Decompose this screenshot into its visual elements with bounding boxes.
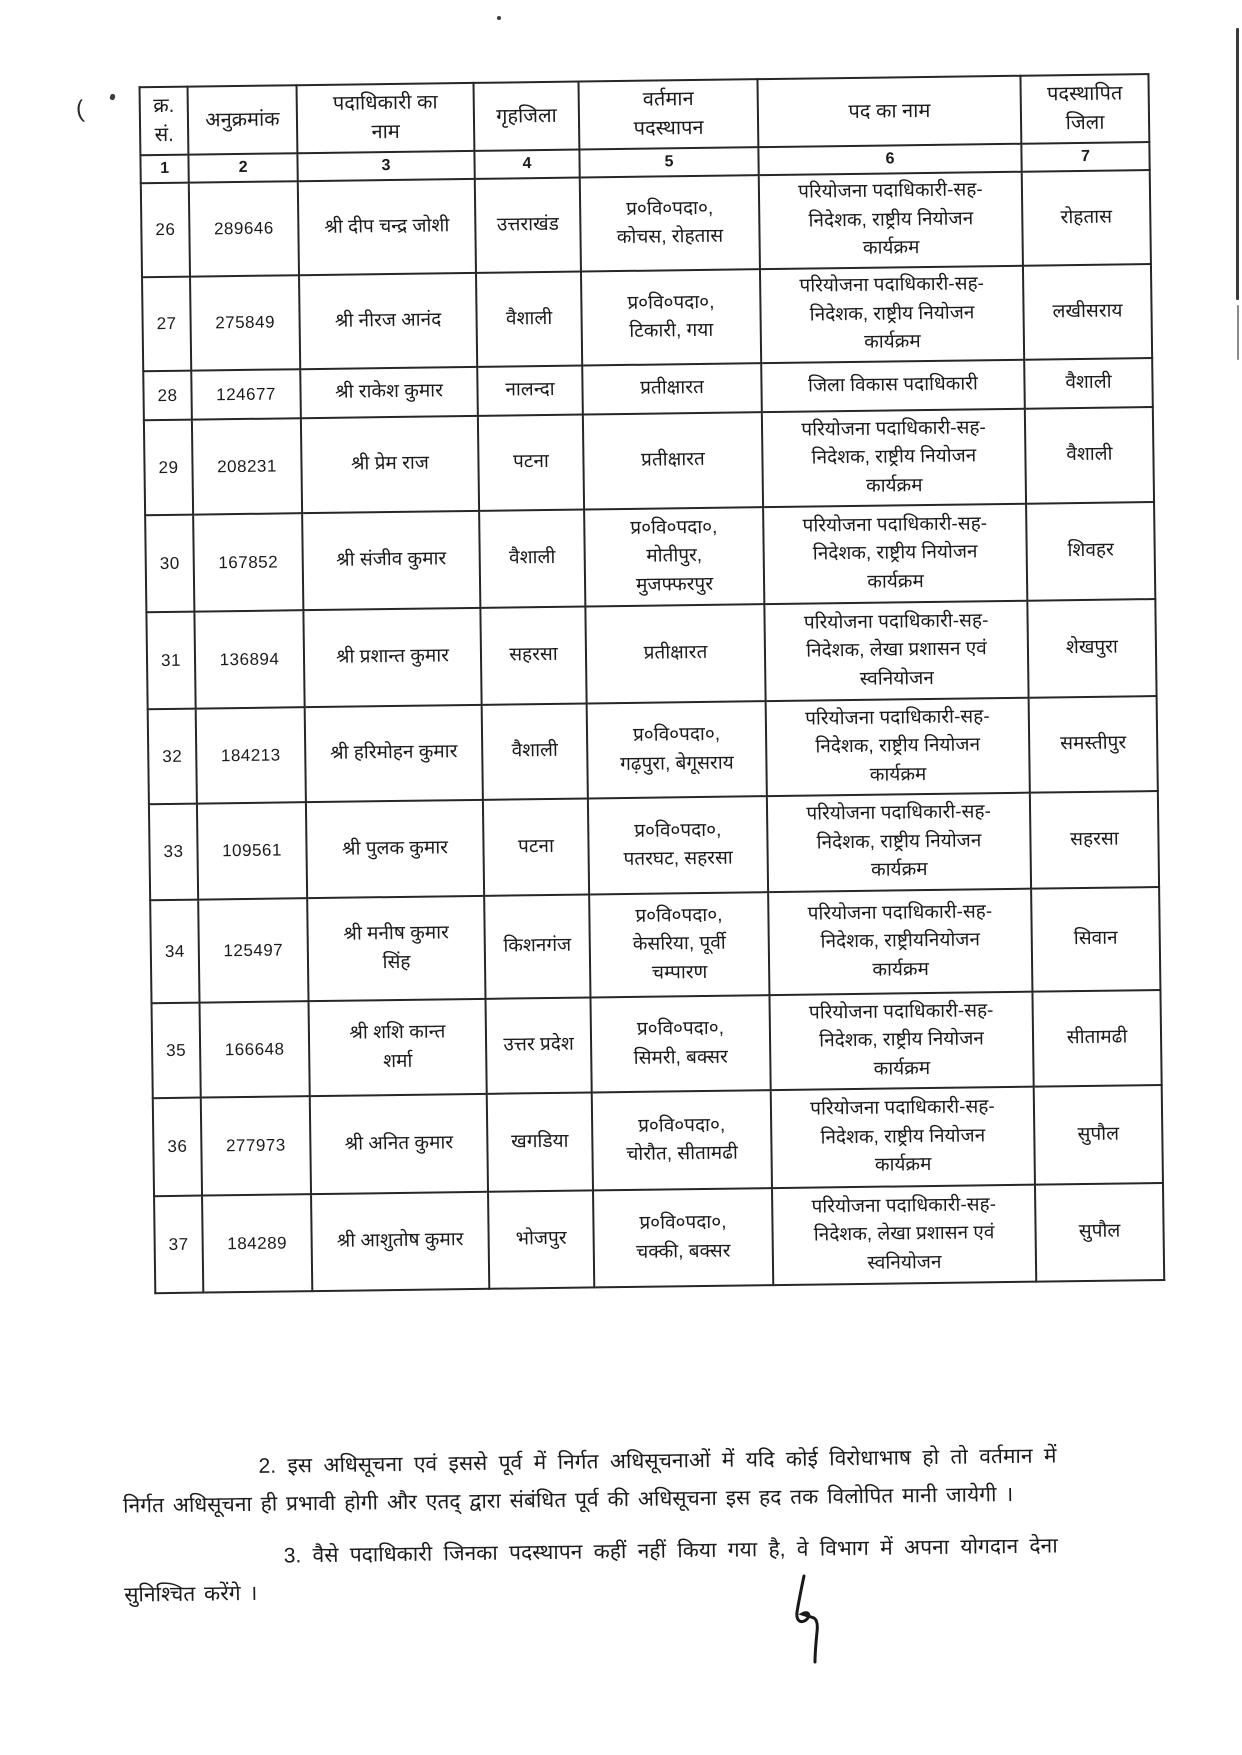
table-cell: श्री पुलक कुमार (306, 800, 484, 898)
column-number: 3 (297, 151, 474, 181)
table-cell: 277973 (201, 1096, 311, 1195)
table-cell: 136894 (194, 610, 304, 708)
table-cell: परियोजना पदाधिकारी-सह- निदेशक, राष्ट्रीय नियोजन कार्यक्रम (760, 266, 1024, 363)
table-cell: प्रतीक्षारत (585, 604, 765, 703)
table-cell: वैशाली (1025, 407, 1154, 504)
handwritten-squiggle-mark (784, 1574, 830, 1664)
table-cell: प्र०वि०पदा०, मोतीपुर, मुजफ्फरपुर (584, 507, 764, 606)
table-cell: परियोजना पदाधिकारी-सह- निदेशक, लेखा प्रशासन एवं स्वनियोजन (772, 1185, 1036, 1285)
paren-mark: ( (74, 95, 86, 124)
table-cell: परियोजना पदाधिकारी-सह- निदेशक, राष्ट्रीय नियोजन कार्यक्रम (762, 409, 1026, 507)
table-row (145, 502, 1155, 612)
table-cell: 166648 (200, 1001, 310, 1097)
table-row (152, 990, 1162, 1098)
table-cell: परियोजना पदाधिकारी-सह- निदेशक, राष्ट्रीयनियोजन कार्यक्रम (768, 889, 1032, 995)
table-cell: 184289 (202, 1194, 312, 1292)
table-cell: सिवान (1031, 887, 1160, 992)
column-number: 5 (579, 147, 758, 177)
table-cell: श्री अनित कुमार (310, 1094, 488, 1194)
table-row (142, 264, 1152, 371)
column-header-home-district: गृहजिला (474, 82, 580, 151)
table-cell: श्री प्रेम राज (301, 416, 479, 513)
clause-2 (122, 1437, 1057, 1525)
column-number: 2 (188, 153, 297, 182)
table-cell: उत्तराखंड (475, 178, 581, 273)
table-cell: प्र०वि०पदा०, सिमरी, बक्सर (590, 995, 770, 1092)
table-cell: 125497 (198, 898, 308, 1002)
table-cell: पटना (483, 798, 589, 895)
table-cell: प्र०वि०पदा०, पतरघट, सहरसा (588, 796, 768, 894)
table-cell: परियोजना पदाधिकारी-सह- निदेशक, लेखा प्रशासन एवं स्वनियोजन (764, 601, 1028, 701)
column-header-post-name: पद का नाम (757, 76, 1021, 147)
table-cell: परियोजना पदाधिकारी-सह- निदेशक, राष्ट्रीय नियोजन कार्यक्रम (771, 1087, 1035, 1188)
table-cell: श्री राकेश कुमार (300, 367, 478, 418)
table-cell: 124677 (191, 369, 301, 419)
table-cell: शिवहर (1026, 502, 1155, 601)
table-cell: परियोजना पदाधिकारी-सह- निदेशक, राष्ट्रीय नियोजन कार्यक्रम (759, 172, 1023, 269)
table-cell: प्र०वि०पदा०, टिकारी, गया (581, 269, 761, 365)
notification-clauses (122, 1437, 1058, 1614)
table-cell: 26 (141, 183, 190, 278)
table-cell: पटना (478, 415, 584, 511)
table-cell: 30 (145, 515, 194, 613)
table-cell: प्रतीक्षारत (583, 412, 763, 509)
table-cell: श्री हरिमोहन कुमार (305, 705, 483, 802)
column-header-id: अनुक्रमांक (188, 85, 298, 154)
column-header-posted-district: पदस्थापित जिला (1020, 74, 1149, 144)
table-row (150, 887, 1160, 1003)
table-row (153, 1085, 1163, 1196)
table-cell: परियोजना पदाधिकारी-सह- निदेशक, राष्ट्रीय नियोजन कार्यक्रम (766, 698, 1030, 796)
table-cell: 28 (143, 371, 192, 421)
table-row (146, 599, 1156, 709)
table-cell: श्री आशुतोष कुमार (311, 1192, 489, 1291)
table-cell: किशनगंज (484, 894, 590, 998)
table-row (148, 696, 1158, 804)
table-cell: सुपौल (1035, 1183, 1164, 1282)
table-cell: जिला विकास पदाधिकारी (761, 360, 1025, 412)
table-cell: वैशाली (1024, 358, 1153, 409)
table-cell: 33 (149, 804, 198, 901)
table-cell: श्री प्रशान्त कुमार (303, 608, 481, 707)
clause-3-text: वैसे पदाधिकारी जिनका पदस्थापन कहीं नहीं किया गया है, वे विभाग में अपना योगदान देना सुनिश्चित करेंगे । (124, 1533, 1058, 1608)
table-cell: भोजपुर (488, 1190, 594, 1288)
clause-2-text: इस अधिसूचना एवं इससे पूर्व में निर्गत अधिसूचनाओं में यदि कोई विरोधाभाष हो तो वर्तमान में निर्गत अधिसूचना ही प्रभावी होगी और एतद् द्वारा संबंधित पूर्व की अधिसूचना इस हद तक विलोपित मानी जायेगी । (122, 1444, 1057, 1518)
table-cell: सहरसा (480, 606, 586, 704)
table-cell: प्र०वि०पदा०, कोचस, रोहतास (580, 175, 760, 271)
table-cell: प्र०वि०पदा०, गढ़पुरा, बेगूसराय (587, 701, 767, 798)
table-cell: परियोजना पदाधिकारी-सह- निदेशक, राष्ट्रीय नियोजन कार्यक्रम (767, 793, 1031, 892)
table-cell: 32 (148, 709, 197, 805)
table-body (141, 170, 1164, 1293)
table-cell: श्री मनीष कुमार सिंह (307, 896, 485, 1001)
officers-posting-table (139, 73, 1166, 1294)
table-cell: 34 (150, 900, 199, 1004)
table-cell: वैशाली (479, 510, 585, 608)
table-cell: 184213 (196, 707, 306, 803)
table-cell: रोहतास (1022, 170, 1151, 266)
clause-2-number: 2. (258, 1454, 277, 1478)
table-cell: प्रतीक्षारत (582, 363, 762, 414)
table-cell: 109561 (197, 802, 307, 899)
column-number: 1 (140, 155, 188, 184)
column-header-officer-name: पदाधिकारी का नाम (297, 83, 475, 153)
table-cell: 31 (146, 612, 195, 710)
table-cell: श्री दीप चन्द्र जोशी (298, 179, 476, 275)
table-cell: 36 (153, 1098, 202, 1197)
table-cell: लखीसराय (1023, 264, 1152, 360)
table-cell: 27 (142, 277, 191, 372)
table-row (141, 170, 1151, 277)
table-cell: उत्तर प्रदेश (485, 997, 591, 1093)
table-cell: श्री नीरज आनंद (299, 273, 477, 369)
table-row (149, 791, 1159, 900)
column-header-serial: क्र. सं. (140, 87, 189, 156)
column-number: 7 (1021, 142, 1149, 172)
table-cell: 208231 (192, 418, 302, 514)
table-cell: परियोजना पदाधिकारी-सह- निदेशक, राष्ट्रीय नियोजन कार्यक्रम (763, 504, 1027, 604)
table-cell: सीतामढी (1032, 990, 1161, 1087)
table-cell: 37 (154, 1196, 203, 1294)
table-cell: परियोजना पदाधिकारी-सह- निदेशक, राष्ट्रीय नियोजन कार्यक्रम (769, 992, 1033, 1090)
table-cell: सहरसा (1030, 791, 1159, 889)
clause-3 (124, 1527, 1059, 1615)
table-cell: 29 (144, 420, 193, 516)
clause-3-number: 3. (283, 1543, 302, 1568)
table-cell: वैशाली (482, 703, 588, 799)
table-cell: 289646 (189, 181, 299, 276)
table-cell: 167852 (193, 513, 303, 611)
table-header (140, 74, 1150, 183)
table-cell: वैशाली (476, 272, 582, 367)
table-cell: प्र०वि०पदा०, चोरौत, सीतामढी (592, 1090, 772, 1190)
table-cell: शेखपुरा (1027, 599, 1156, 698)
table-cell: खगडिया (487, 1092, 593, 1191)
table-cell: 275849 (190, 275, 300, 370)
table-cell: समस्तीपुर (1029, 696, 1158, 793)
table-cell: सुपौल (1034, 1085, 1163, 1185)
column-number: 4 (474, 150, 579, 179)
column-number: 6 (758, 144, 1021, 175)
table-cell: प्र०वि०पदा०, केसरिया, पूर्वी चम्पारण (589, 892, 769, 997)
table-cell: 35 (152, 1003, 201, 1099)
table-cell: प्र०वि०पदा०, चक्की, बक्सर (593, 1188, 773, 1287)
table-cell: श्री संजीव कुमार (302, 511, 480, 610)
table-cell: श्री शशि कान्त शर्मा (309, 999, 487, 1096)
column-header-current-posting: वर्तमान पदस्थापन (578, 79, 758, 149)
table-row (154, 1183, 1164, 1293)
table-row (144, 407, 1154, 515)
table-cell: नालन्दा (477, 366, 583, 416)
